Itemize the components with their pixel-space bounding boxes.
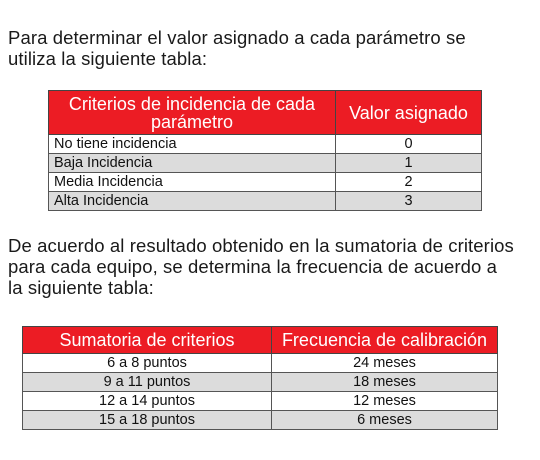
calibration-frequency-table: [22, 326, 498, 430]
frequency-cell: 18 meses: [272, 373, 498, 392]
criteria-cell: No tiene incidencia: [49, 135, 336, 154]
value-cell: 0: [336, 135, 482, 154]
range-cell: 12 a 14 puntos: [23, 392, 272, 411]
intro-paragraph: [8, 27, 533, 69]
frequency-paragraph-line: la siguiente tabla:: [8, 277, 154, 298]
column-header-criteria: Criterios de incidencia de cada parámetro: [49, 91, 336, 135]
table-header-row: [49, 91, 482, 135]
incidence-criteria-table: [48, 90, 482, 211]
intro-line: Para determinar el valor asignado a cada parámetro se: [8, 27, 466, 48]
criteria-cell: Alta Incidencia: [49, 192, 336, 211]
criteria-cell: Media Incidencia: [49, 173, 336, 192]
column-header-value: Valor asignado: [336, 91, 482, 135]
value-cell: 2: [336, 173, 482, 192]
table-row: [23, 373, 498, 392]
table-row: [49, 135, 482, 154]
range-cell: 9 a 11 puntos: [23, 373, 272, 392]
column-header-sum: Sumatoria de criterios: [23, 327, 272, 354]
table-row: [49, 154, 482, 173]
table-row: [23, 354, 498, 373]
range-cell: 15 a 18 puntos: [23, 411, 272, 430]
value-cell: 3: [336, 192, 482, 211]
frequency-cell: 24 meses: [272, 354, 498, 373]
range-cell: 6 a 8 puntos: [23, 354, 272, 373]
frequency-paragraph: [8, 235, 533, 298]
value-cell: 1: [336, 154, 482, 173]
column-header-frequency: Frecuencia de calibración: [272, 327, 498, 354]
table-row: [23, 392, 498, 411]
table-row: [23, 411, 498, 430]
frequency-cell: 12 meses: [272, 392, 498, 411]
table-row: [49, 192, 482, 211]
criteria-cell: Baja Incidencia: [49, 154, 336, 173]
frequency-paragraph-line: De acuerdo al resultado obtenido en la sumatoria de criterios: [8, 235, 514, 256]
intro-line: utiliza la siguiente tabla:: [8, 48, 208, 69]
table-header-row: [23, 327, 498, 354]
frequency-paragraph-line: para cada equipo, se determina la frecuencia de acuerdo a: [8, 256, 498, 277]
frequency-cell: 6 meses: [272, 411, 498, 430]
table-row: [49, 173, 482, 192]
